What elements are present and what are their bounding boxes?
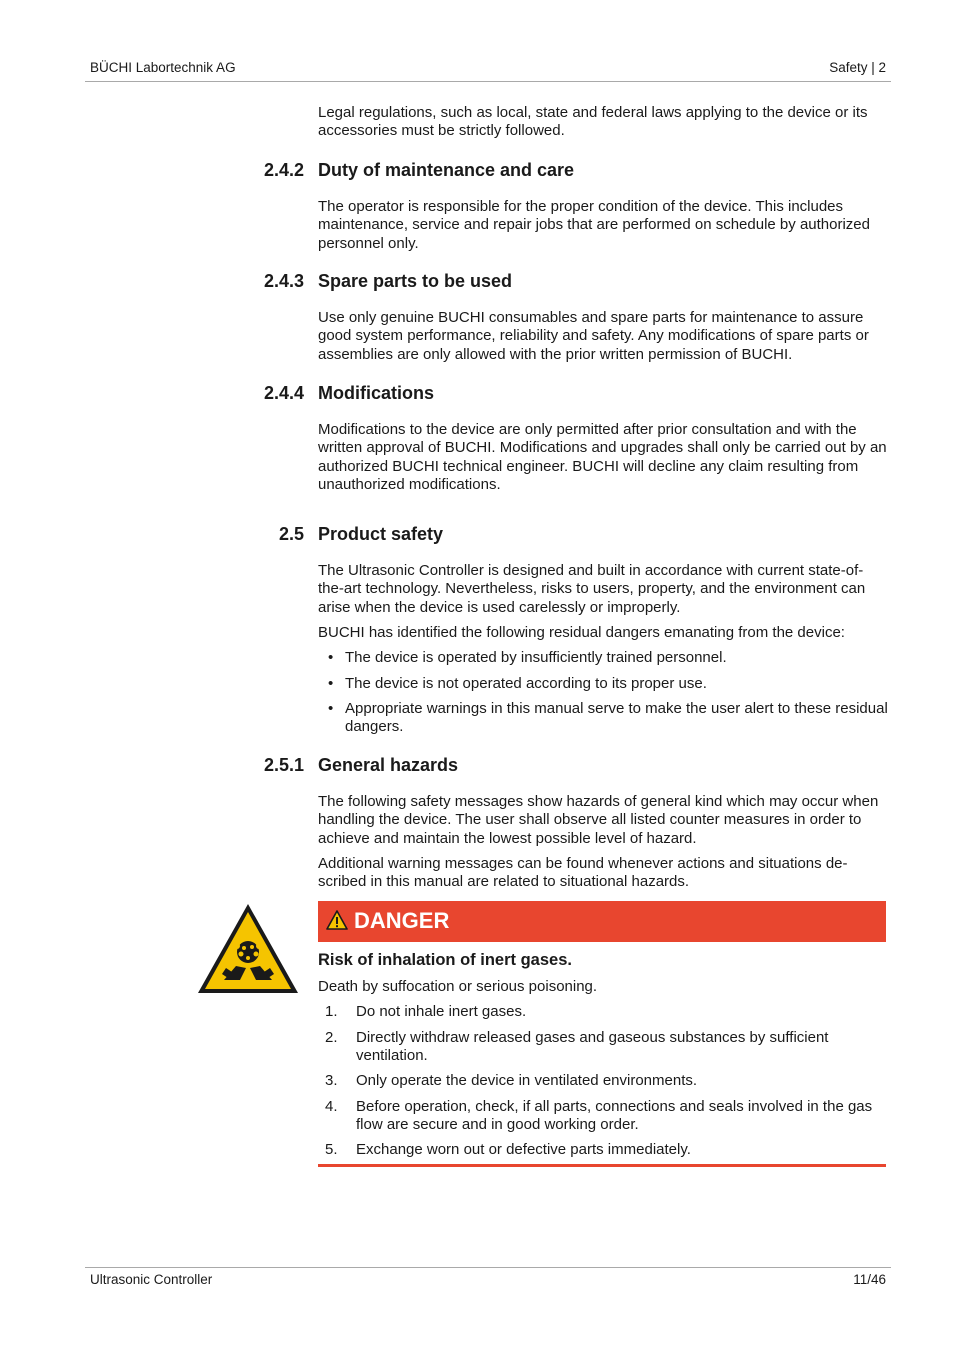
- page-header: [90, 60, 886, 80]
- header-divider: [85, 81, 891, 82]
- heading-number: 2.4.3: [263, 271, 304, 291]
- heading-2-4-2: [0, 160, 954, 184]
- heading-title: Product safety: [318, 524, 444, 544]
- danger-banner: [318, 901, 886, 942]
- section-indicator: Safety | 2: [829, 60, 886, 75]
- intro-paragraph: Legal regulations, such as local, state and federal laws applying to the device or its accessories must be strictly followed.: [318, 104, 868, 140]
- paragraph-residual-dangers: BUCHI has identified the following residual dangers emanating from the device:: [318, 624, 845, 641]
- heading-number: 2.5: [278, 524, 304, 544]
- heading-number: 2.4.4: [263, 383, 304, 403]
- heading-title: General hazards: [318, 755, 459, 775]
- heading-number: 2.5.1: [263, 755, 304, 775]
- page-number: 11/46: [853, 1272, 886, 1287]
- heading-title: Spare parts to be used: [318, 271, 513, 291]
- danger-title: Risk of inhalation of inert gases.: [318, 951, 572, 969]
- company-name: BÜCHI Labortechnik AG: [90, 60, 236, 75]
- heading-2-4-4: [0, 383, 954, 407]
- paragraph-modifications: Modifications to the device are only permitted after prior consultation and with the written approval of BUCHI. Modifications and upgrades shall only be carried out by an authorized BUCHI technical engineer. BUCHI will decline any claim resulting from unauthorized modifications.: [318, 421, 887, 493]
- heading-title: Duty of maintenance and care: [318, 160, 575, 180]
- footer-divider: [85, 1267, 891, 1268]
- warning-triangle-icon: [326, 910, 348, 930]
- heading-2-4-3: [0, 271, 954, 295]
- danger-consequence: Death by suffocation or serious poisoning.: [318, 978, 598, 995]
- danger-end-rule: [318, 1164, 886, 1167]
- paragraph-general-hazards: The following safety messages show hazards of general kind which may occur when handling the device. The user shall observe all listed counter measures in order to achieve and maintain the lowest possible level of hazard.: [318, 793, 879, 847]
- paragraph-spare-parts: Use only genuine BUCHI consumables and spare parts for maintenance to assure good system performance, reliability and safety. Any modifications of spare parts or assemblies are only allowed with the prior written permission of BUCHI.: [318, 309, 869, 363]
- heading-number: 2.4.2: [263, 160, 304, 180]
- product-name: Ultrasonic Controller: [90, 1272, 213, 1287]
- paragraph-additional-warnings: Additional warning messages can be found whenever actions and situations described in this manual are related to situational hazards.: [318, 855, 848, 891]
- inert-gas-inhalation-warning-icon: [196, 902, 300, 995]
- danger-label: DANGER: [354, 908, 450, 933]
- page-footer: [90, 1272, 886, 1292]
- heading-title: Modifications: [318, 383, 434, 403]
- heading-2-5: [0, 524, 954, 548]
- paragraph-maintenance: The operator is responsible for the proper condition of the device. This includes maintenance, service and repair jobs that are performed on schedule by authorized personnel only.: [318, 198, 870, 252]
- heading-2-5-1: [0, 755, 954, 779]
- paragraph-product-safety: The Ultrasonic Controller is designed and built in accordance with current state-of-the-art technology. Nevertheless, risks to users, property, and the environment can arise when the device is used carelessly or improperly.: [318, 562, 866, 616]
